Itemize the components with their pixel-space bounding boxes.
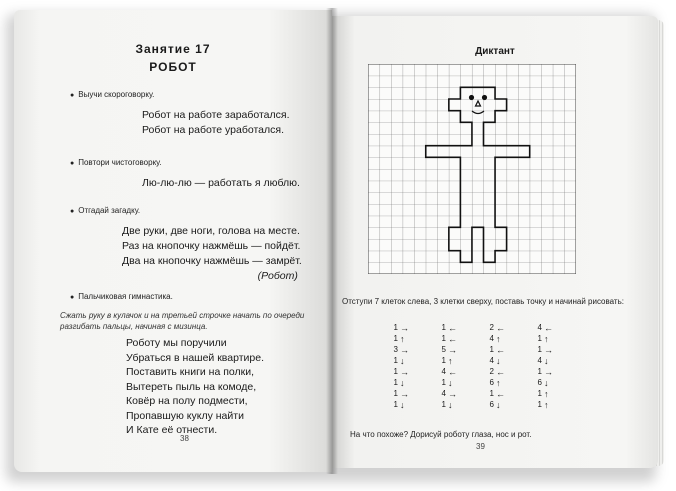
dictation-arrow-icon: ↓ (544, 377, 549, 388)
dictation-count: 2 (489, 367, 494, 376)
riddle-verse (122, 224, 302, 284)
dictation-count: 1 (393, 367, 398, 376)
dictation-arrow-icon: ← (496, 322, 505, 333)
task-label: Выучи скороговорку. (78, 90, 155, 99)
dictation-arrow-icon: ↑ (544, 333, 549, 344)
task-tongue-twister (70, 90, 154, 99)
poem-line: Убраться в нашей квартире. (126, 351, 264, 364)
dictation-count: 4 (489, 356, 494, 365)
dictation-gap (514, 322, 528, 333)
dictation-arrow-icon: → (448, 344, 457, 355)
dictation-row (384, 333, 562, 344)
dictation-count: 6 (489, 378, 494, 387)
dictation-gap (418, 377, 432, 388)
dictation-gap (418, 388, 432, 399)
dictation-count: 1 (393, 334, 398, 343)
grid-drawing (368, 64, 576, 274)
dictation-gap (418, 366, 432, 377)
verse-line: Две руки, две ноги, голова на месте. (122, 225, 300, 237)
dictation-count: 4 (441, 389, 446, 398)
dictation-arrow-icon: ↓ (496, 355, 501, 366)
robot-poem (126, 336, 264, 438)
dictation-arrow-icon: ↑ (400, 333, 405, 344)
dictation-row (384, 388, 562, 399)
dictation-arrow-icon: ↑ (544, 399, 549, 410)
page-number-left: 38 (180, 434, 189, 443)
dictation-count: 5 (441, 345, 446, 354)
dictation-count: 4 (537, 356, 542, 365)
dictation-arrow-icon: ← (544, 322, 553, 333)
right-page (332, 16, 658, 468)
dictation-count: 1 (537, 334, 542, 343)
task-label: Пальчиковая гимнастика. (78, 292, 173, 301)
dictation-count: 1 (537, 345, 542, 354)
task-riddle (70, 206, 140, 215)
dictation-count: 1 (393, 389, 398, 398)
dictation-arrow-icon: ← (448, 322, 457, 333)
dictation-gap (466, 355, 480, 366)
dictation-count: 4 (537, 323, 542, 332)
dictation-arrow-icon: ↑ (496, 333, 501, 344)
dictation-count: 2 (489, 323, 494, 332)
dictation-count: 4 (441, 367, 446, 376)
dictation-gap (514, 388, 528, 399)
dictation-table (384, 322, 562, 410)
poem-line: И Кате её отнести. (126, 424, 218, 436)
dictation-arrow-icon: → (544, 366, 553, 377)
dictation-gap (466, 344, 480, 355)
dictation-arrow-icon: ↓ (400, 399, 405, 410)
tongue-twister-verse (142, 108, 290, 138)
bullet-icon: ● (70, 92, 75, 99)
lesson-subtitle: РОБОТ (149, 60, 197, 74)
dictation-gap (418, 355, 432, 366)
dictation-gap (418, 344, 432, 355)
dictation-count: 1 (441, 400, 446, 409)
dictation-count: 4 (489, 334, 494, 343)
book-spine (326, 8, 338, 474)
dictation-gap (514, 399, 528, 410)
dictation-arrow-icon: ↓ (400, 377, 405, 388)
graph-grid (368, 64, 576, 279)
dictation-count: 6 (489, 400, 494, 409)
dictation-arrow-icon: ← (448, 333, 457, 344)
dictation-count: 1 (537, 389, 542, 398)
dictation-arrow-icon: → (400, 388, 409, 399)
dictation-count: 1 (393, 356, 398, 365)
dictation-gap (418, 399, 432, 410)
dictation-intro: Отступи 7 клеток слева, 3 клетки сверху, поставь точку и начинай рисовать: (342, 297, 624, 306)
bullet-icon: ● (70, 160, 75, 167)
dictation-gap (418, 322, 432, 333)
bullet-icon: ● (70, 208, 75, 215)
dictation-row (384, 355, 562, 366)
dictation-arrow-icon: ↓ (400, 355, 405, 366)
dictation-gap (466, 333, 480, 344)
task-finger-gymnastics (70, 292, 173, 301)
task-label: Повтори чистоговорку. (78, 158, 162, 167)
dictation-arrow-icon: ← (496, 344, 505, 355)
dictation-gap (466, 366, 480, 377)
dictation-count: 1 (489, 389, 494, 398)
dictation-row (384, 399, 562, 410)
dictation-gap (514, 355, 528, 366)
poem-line: Пропавшую куклу найти (126, 409, 244, 422)
dictation-row (384, 377, 562, 388)
page-number-right: 39 (476, 442, 485, 451)
dictation-count: 1 (489, 345, 494, 354)
dictation-row (384, 322, 562, 333)
dictation-gap (514, 344, 528, 355)
verse-line: Раз на кнопочку нажмёшь — пойдёт. (122, 240, 301, 252)
poem-line: Поставить книги на полки, (126, 366, 255, 378)
left-page (14, 10, 332, 472)
verse-line: Робот на работе уработался. (142, 124, 284, 136)
dictation-count: 3 (393, 345, 398, 354)
dictation-gap (514, 377, 528, 388)
pure-twister-verse (142, 176, 300, 191)
dictation-arrow-icon: → (400, 322, 409, 333)
dictation-count: 1 (441, 356, 446, 365)
dictation-count: 1 (441, 378, 446, 387)
dictation-row (384, 344, 562, 355)
lesson-title: Занятие 17 (135, 42, 211, 56)
poem-line: Вытереть пыль на комоде, (126, 380, 257, 393)
finger-instruction: Сжать руку в кулачок и на третьей строчке начать по очереди разгибать пальцы, начиная с мизинца. (60, 311, 305, 331)
dictation-arrow-icon: ↓ (448, 399, 453, 410)
task-label: Отгадай загадку. (78, 206, 141, 215)
dictation-count: 1 (393, 400, 398, 409)
dictation-arrow-icon: → (400, 344, 409, 355)
verse-line: Лю-лю-лю — работать я люблю. (142, 177, 300, 189)
poem-line: Роботу мы поручили (126, 337, 227, 349)
dictation-arrow-icon: → (544, 344, 553, 355)
dictation-arrow-icon: ↑ (544, 388, 549, 399)
dictation-arrow-icon: ← (496, 366, 505, 377)
dictation-gap (514, 333, 528, 344)
verse-line: Два на кнопочку нажмёшь — замрёт. (122, 255, 302, 267)
dictation-arrow-icon: ↑ (496, 377, 501, 388)
dictation-gap (466, 399, 480, 410)
dictation-count: 1 (393, 378, 398, 387)
dictation-question: На что похоже? Дорисуй роботу глаза, нос и рот. (350, 430, 532, 439)
dictation-arrow-icon: ↑ (448, 355, 453, 366)
dictation-gap (466, 377, 480, 388)
dictation-title: Диктант (475, 46, 515, 57)
dictation-count: 1 (441, 334, 446, 343)
dictation-count: 6 (537, 378, 542, 387)
poem-line: Ковёр на полу подмести, (126, 395, 248, 407)
dictation-row (384, 366, 562, 377)
bullet-icon: ● (70, 294, 75, 301)
dictation-count: 1 (537, 367, 542, 376)
dictation-arrow-icon: ↓ (496, 399, 501, 410)
dictation-gap (418, 333, 432, 344)
dictation-gap (514, 366, 528, 377)
riddle-answer: (Робот) (257, 270, 298, 282)
dictation-arrow-icon: ↓ (448, 377, 453, 388)
dictation-arrow-icon: → (400, 366, 409, 377)
dictation-count: 1 (441, 323, 446, 332)
dictation-gap (466, 322, 480, 333)
dictation-arrow-icon: → (448, 388, 457, 399)
dictation-gap (466, 388, 480, 399)
dictation-arrow-icon: ↓ (544, 355, 549, 366)
dictation-arrow-icon: ← (496, 388, 505, 399)
task-pure-twister (70, 158, 162, 167)
dictation-count: 1 (537, 400, 542, 409)
verse-line: Робот на работе заработался. (142, 109, 290, 121)
dictation-arrow-icon: ← (448, 366, 457, 377)
dictation-count: 1 (393, 323, 398, 332)
